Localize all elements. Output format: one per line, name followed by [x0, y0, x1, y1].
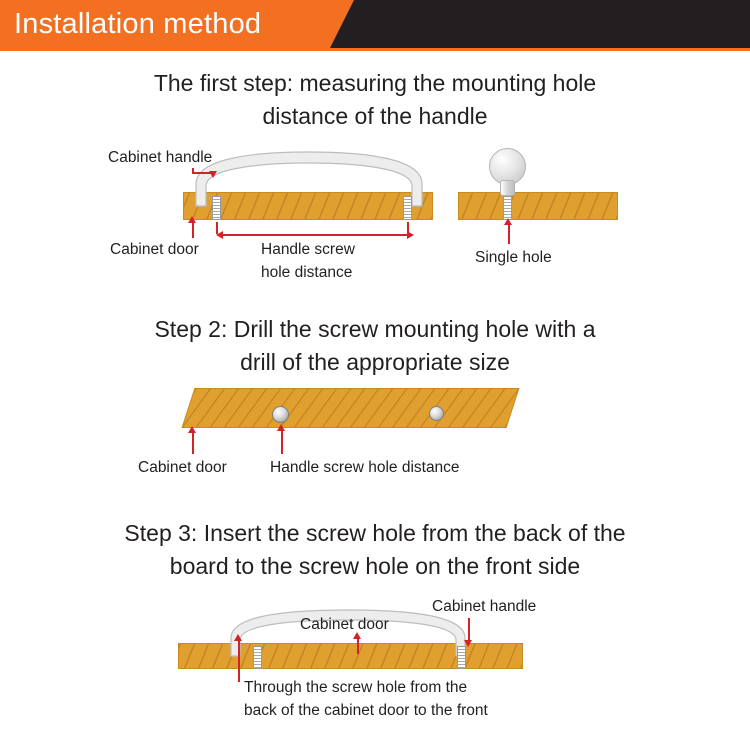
page-title: Installation method — [14, 8, 262, 40]
step1-cabinet-handle-arc — [186, 150, 432, 208]
step1-title-line1: The first step: measuring the mounting hole — [153, 70, 597, 96]
step1-leader-door-v — [192, 222, 194, 238]
step2-title-line1: Step 2: Drill the screw mounting hole with a — [154, 316, 596, 342]
step2-leader-hole — [281, 430, 283, 454]
step3-title-line2: board to the screw hole on the front side — [169, 553, 581, 579]
step3-label-cabinet-handle: Cabinet handle — [432, 598, 537, 615]
step1-arrow-door — [188, 216, 196, 223]
step1-label-single-hole: Single hole — [475, 249, 552, 266]
step3-label-through-line1: Through the screw hole from the — [244, 679, 468, 696]
step1-single-hole-board — [458, 192, 618, 220]
step1-distance-tick-right — [407, 222, 409, 234]
step3-screw-left — [253, 646, 262, 669]
step2-label-screw-distance: Handle screw hole distance — [270, 459, 460, 476]
header-underline — [0, 48, 750, 51]
step1-distance-line — [223, 234, 408, 236]
step1-arrow-handle — [209, 171, 217, 178]
page-header — [0, 0, 750, 48]
step1-title-line2: distance of the handle — [262, 103, 488, 129]
step1-leader-single-hole — [508, 224, 510, 244]
step3-leader-door — [357, 638, 359, 654]
step3-arrow-door — [353, 632, 361, 639]
step2-hole-right — [429, 406, 444, 421]
step3-label-cabinet-door: Cabinet door — [300, 616, 389, 633]
step2-label-cabinet-door: Cabinet door — [138, 459, 227, 476]
step1-label-cabinet-door: Cabinet door — [110, 241, 199, 258]
step1-label-screw-distance-line2: hole distance — [261, 264, 353, 281]
step2-hole-left — [272, 406, 289, 423]
step2-arrow-hole — [277, 424, 285, 431]
step1-leader-handle-v — [192, 168, 194, 174]
step3-title-line1: Step 3: Insert the screw hole from the back of the — [124, 520, 626, 546]
step1-arrow-single-hole — [504, 218, 512, 225]
step3-screw-right — [457, 646, 466, 669]
step1-screw-left — [212, 196, 221, 220]
step1-knob-stem — [500, 180, 515, 196]
step3-arrow-through — [234, 634, 242, 641]
step3-label-through-line2: back of the cabinet door to the front — [244, 702, 488, 719]
step1-label-screw-distance-line1: Handle screw — [261, 241, 355, 258]
step3-arrow-handle — [464, 640, 472, 647]
step2-title-line2: drill of the appropriate size — [240, 349, 510, 375]
step2-leader-door — [192, 432, 194, 454]
step2-arrow-door — [188, 426, 196, 433]
step1-screw-right — [403, 196, 412, 220]
step1-label-cabinet-handle: Cabinet handle — [108, 149, 213, 166]
step1-distance-tick-left — [216, 222, 218, 234]
step2-cabinet-door-board — [182, 388, 520, 428]
step3-leader-through — [238, 640, 240, 682]
step1-knob-screw — [503, 196, 512, 220]
